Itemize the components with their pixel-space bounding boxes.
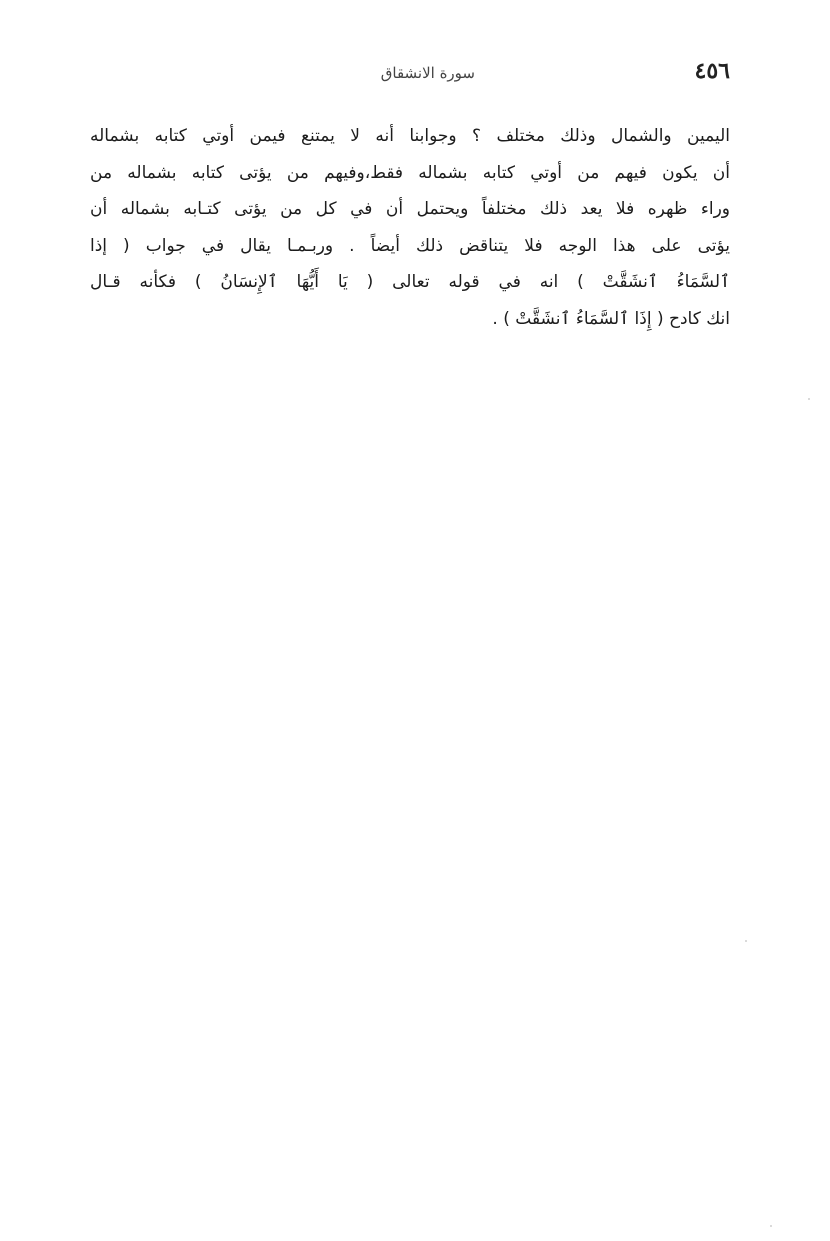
body-text [90, 118, 730, 337]
text-line: اليمين والشمال وذلك مختلف ؟ وجوابنا أنه لا يمتنع فيمن أوتي كتابه بشماله [90, 126, 730, 146]
text-line: أن يكون فيهم من أوتي كتابه بشماله فقط،وفيهم من يؤتى كتابه بشماله من [90, 162, 730, 183]
running-head: سورة الانشقاق [380, 64, 475, 82]
text-line: وراء ظهره فلا يعد ذلك مختلفاً ويحتمل أن في كل من يؤتى كتـابه بشماله أن [90, 199, 730, 219]
scan-speck [745, 940, 747, 942]
scan-speck [770, 1225, 772, 1227]
text-line: انك كادح ( إِذَا ٱلسَّمَاءُ ٱنشَقَّتْ ) . [492, 308, 730, 329]
text-line: ٱلسَّمَاءُ ٱنشَقَّتْ ) انه في قوله تعالى ( يَا أَيُّهَا ٱلإِنسَانُ ) فكأنه قـال [90, 272, 730, 292]
page-number: ٤٥٦ [694, 58, 730, 84]
text-line: يؤتى على هذا الوجه فلا يتناقض ذلك أيضاً . وربـمـا يقال في جواب ( إذا [90, 235, 730, 256]
page-header [90, 58, 730, 88]
scan-speck [808, 398, 810, 400]
